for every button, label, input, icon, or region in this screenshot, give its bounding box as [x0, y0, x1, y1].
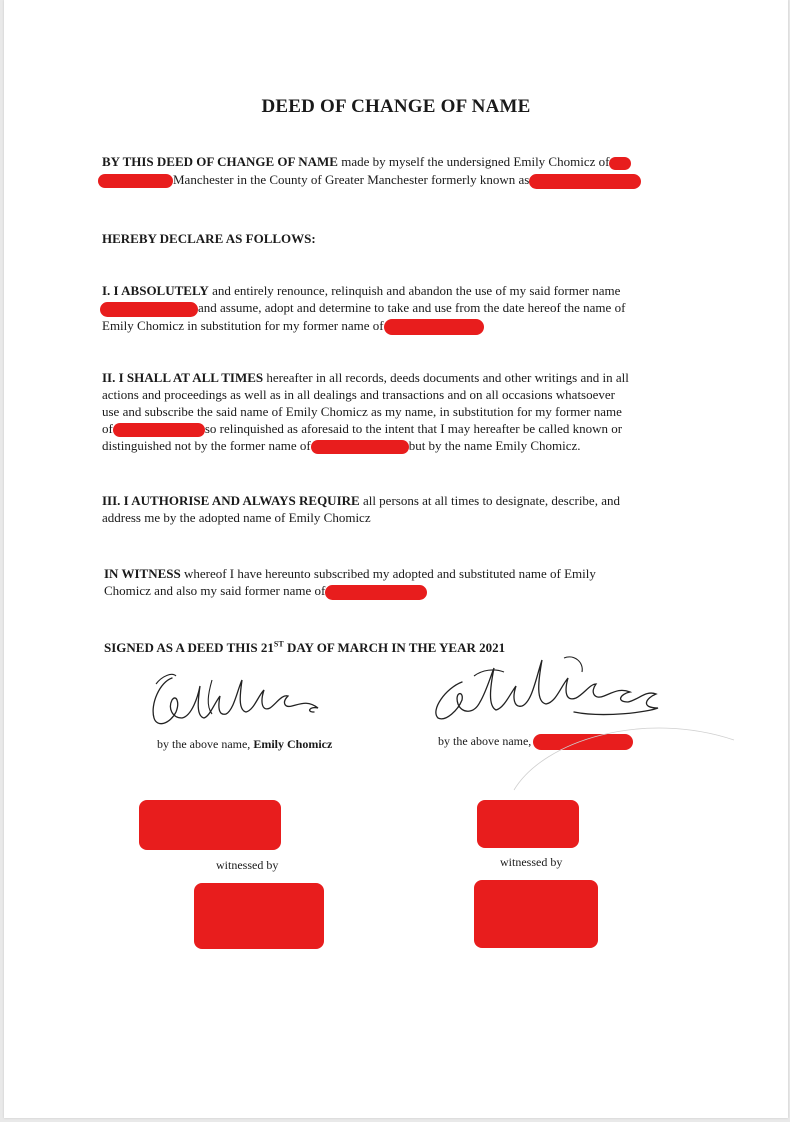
signed-post: DAY OF MARCH IN THE YEAR 2021: [283, 640, 506, 656]
signed-sup: ST: [273, 640, 284, 649]
redaction: [325, 585, 427, 600]
document-title: DEED OF CHANGE OF NAME: [261, 96, 531, 117]
signature-right-label: by the above name,: [438, 734, 532, 748]
document-page: [4, 0, 788, 1118]
signed-pre: SIGNED AS A DEED THIS 21: [104, 640, 274, 656]
clause-3-text-1: all persons at all times to designate, describe, and: [359, 493, 620, 508]
clause-3-text-2: address me by the adopted name of Emily Chomicz: [102, 510, 371, 525]
signature-left-name: Emily Chomicz: [253, 737, 333, 751]
witnessed-right: witnessed by: [500, 855, 563, 869]
declare-heading: [102, 230, 316, 247]
handwritten-signature-left: [142, 666, 342, 736]
witnessed-left: witnessed by: [216, 858, 279, 872]
clause-2: [102, 369, 629, 454]
intro-paragraph: [102, 153, 641, 189]
redaction: [311, 440, 409, 454]
clause-2-text-4b: so relinquished as aforesaid to the intent that I may hereafter be called known or: [204, 421, 623, 436]
stray-pencil-mark: [504, 700, 744, 800]
clause-1-lead: I. I ABSOLUTELY: [102, 283, 209, 298]
clause-2-text-4a: of: [102, 421, 113, 436]
intro-lead: BY THIS DEED OF CHANGE OF NAME: [102, 154, 338, 169]
clause-2-text-2: actions and proceedings as well as in all dealings and transactions and on all occasions whatsoever: [102, 387, 615, 402]
witness-paragraph: [104, 565, 596, 600]
clause-1-text-1: and entirely renounce, relinquish and abandon the use of my said former name: [208, 283, 621, 298]
clause-2-text-1: hereafter in all records, deeds documents and other writings and in all: [263, 370, 629, 385]
signature-left-label: by the above name,: [157, 737, 254, 751]
clause-2-text-3: use and subscribe the said name of Emily Chomicz as my name, in substitution for my former name: [102, 404, 622, 419]
witness-lead: IN WITNESS: [104, 566, 181, 581]
redaction-block: [139, 800, 281, 850]
redaction: [100, 302, 198, 317]
clause-2-text-5b: but by the name Emily Chomicz.: [408, 438, 581, 454]
intro-text-2: Manchester in the County of Greater Manchester formerly known as: [173, 172, 530, 187]
clause-2-lead: II. I SHALL AT ALL TIMES: [102, 370, 264, 385]
redaction: [529, 174, 641, 189]
redaction-block: [194, 883, 324, 949]
declare-text: HEREBY DECLARE AS FOLLOWS:: [102, 231, 316, 246]
signature-left-caption: [157, 737, 332, 752]
witness-text-1: whereof I have hereunto subscribed my adopted and substituted name of Emily: [180, 566, 596, 581]
redaction: [609, 157, 631, 170]
clause-3: [102, 492, 620, 526]
clause-3-lead: III. I AUTHORISE AND ALWAYS REQUIRE: [102, 493, 360, 508]
redaction: [384, 319, 484, 335]
witness-text-2: Chomicz and also my said former name of: [104, 583, 326, 598]
clause-2-text-5a: distinguished not by the former name of: [102, 438, 311, 454]
intro-text-1: made by myself the undersigned Emily Chomicz of: [337, 154, 610, 169]
redaction: [98, 174, 173, 188]
redaction: [113, 423, 205, 437]
redaction-block: [474, 880, 598, 948]
clause-1-text-3: Emily Chomicz in substitution for my former name of: [102, 317, 384, 333]
clause-1-text-2: and assume, adopt and determine to take and use from the date hereof the name of: [198, 300, 626, 315]
clause-1: [102, 282, 625, 335]
redaction-block: [477, 800, 579, 848]
